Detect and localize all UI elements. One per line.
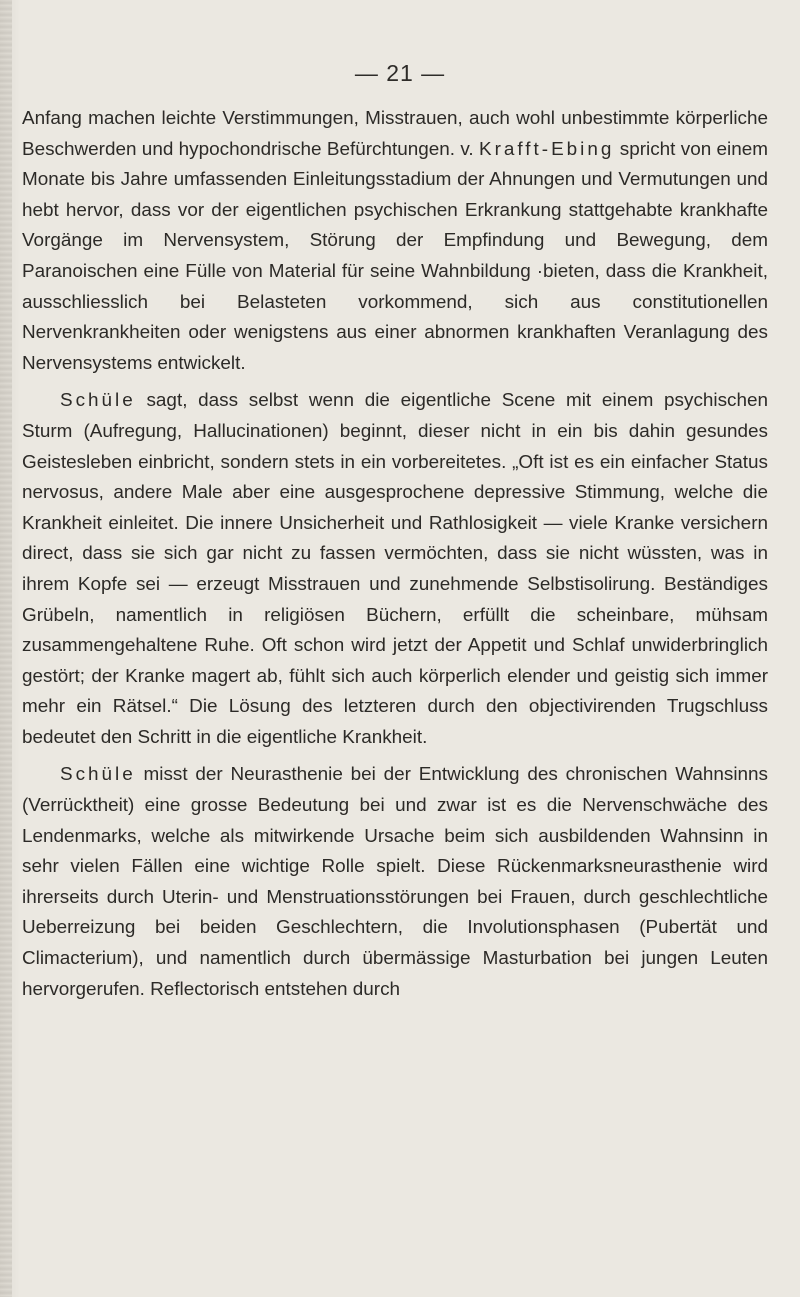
body-text [22, 104, 768, 1005]
paragraph-2 [22, 386, 768, 753]
author-name-krafft-ebing: Krafft-Ebing [478, 138, 615, 160]
page-number: — 21 — [354, 60, 446, 86]
paragraph-1-text-a: Anfang machen leichte Verstimmungen, Misstrauen, auch wohl unbestimmte körperliche Beschwerden und hypochondrische Befürchtungen. v. [22, 108, 768, 160]
paragraph-2-text: sagt, dass selbst wenn die eigentliche Scene mit einem psychischen Sturm (Aufregung, Hallucinationen) beginnt, dieser nicht in ein bis dahin gesundes Geistesleben einbricht, sondern stets in ein vorbereitetes. „Oft ist es ein einfacher Status nervosus, andere Male aber eine ausgesprochene depressive Stimmung, welche die Krankheit einleitet. Die innere Unsicherheit und Rathlosigkeit — viele Kranke versichern direct, dass sie sich gar nicht zu fassen vermöchten, dass sie nicht wüssten, was in ihrem Kopfe sei — erzeugt Misstrauen und zunehmende Selbstisolirung. Beständiges Grübeln, namentlich in religiösen Büchern, erfüllt die scheinbare, mühsam zusammengehaltene Ruhe. Oft schon wird jetzt der Appetit und Schlaf unwiderbringlich gestört; der Kranke magert ab, fühlt sich auch körperlich elender und geistig sich immer mehr ein Rätsel.“ Die Lösung des letzteren durch den objectivirenden Trugschluss bedeutet den Schritt in die eigentliche Krankheit. [22, 390, 768, 748]
paragraph-3-text: misst der Neurasthenie bei der Entwicklung des chronischen Wahnsinns (Verrücktheit) eine grosse Bedeutung bei und zwar ist es die Nervenschwäche des Lendenmarks, welche als mitwirkende Ursache beim sich ausbildenden Wahnsinn in sehr vielen Fällen eine wichtige Rolle spielt. Diese Rückenmarksneurasthenie wird ihrerseits durch Uterin- und Menstruationsstörungen bei Frauen, durch geschlechtliche Ueberreizung bei beiden Geschlechtern, die Involutionsphasen (Pubertät und Climacterium), und namentlich durch übermässige Masturbation bei jungen Leuten hervorgerufen. Reflectorisch entstehen durch [22, 764, 768, 1000]
paragraph-3 [22, 760, 768, 1005]
paragraph-1-text-b: spricht von einem Monate bis Jahre umfassenden Einleitungsstadium der Ahnungen und Vermutungen und hebt hervor, dass vor der eigentlichen psychischen Erkrankung stattgehabte krankhafte Vorgänge im Nervensystem, Störung der Empfindung und Bewegung, dem Paranoischen eine Fülle von Material für seine Wahnbildung ·bieten, dass die Krankheit, ausschliesslich bei Belasteten vorkommend, sich aus constitutionellen Nervenkrankheiten oder wenigstens aus einer abnormen krankhaften Veranlagung des Nervensystems entwickelt. [22, 138, 769, 374]
paragraph-1 [22, 104, 768, 379]
binding-gutter [0, 0, 12, 1297]
author-name-schuele: Schüle [60, 764, 136, 786]
author-name-schuele: Schüle [60, 390, 136, 412]
